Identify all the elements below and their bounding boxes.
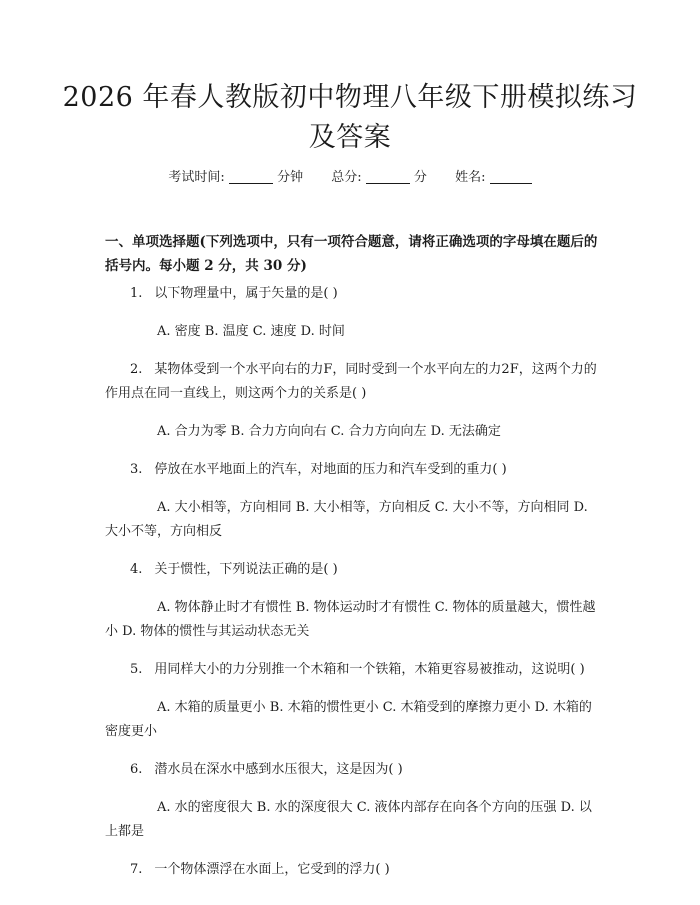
question-text: 一个物体漂浮在水面上，它受到的浮力( ) (154, 862, 390, 877)
question-options: A. 合力为零 B. 合力方向向右 C. 合力方向向左 D. 无法确定 (157, 424, 501, 439)
question-number: 5. (130, 662, 143, 677)
question-item (105, 358, 600, 444)
total-score-blank (366, 169, 410, 184)
question-stem (105, 358, 600, 406)
question-text: 以下物理量中，属于矢量的是( ) (154, 286, 338, 301)
question-stem (105, 658, 600, 682)
document-title: 2026 年春人教版初中物理八年级下册模拟练习及答案 (62, 82, 638, 153)
question-item (105, 858, 600, 882)
question-text: 关于惯性，下列说法正确的是( ) (154, 562, 338, 577)
question-text: 某物体受到一个水平向右的力F，同时受到一个水平向左的力2F，这两个力的作用点在同一直线上，则这两个力的关系是( ) (105, 362, 597, 401)
question-number: 7. (130, 862, 143, 877)
question-item (105, 758, 600, 844)
total-score-unit: 分 (413, 170, 427, 185)
question-stem (105, 758, 600, 782)
question-options: A. 物体静止时才有惯性 B. 物体运动时才有惯性 C. 物体的质量越大，惯性越小 D. 物体的惯性与其运动状态无关 (105, 600, 596, 639)
question-text: 停放在水平地面上的汽车，对地面的压力和汽车受到的重力( ) (154, 462, 507, 477)
total-score (331, 168, 427, 188)
question-text: 用同样大小的力分别推一个木箱和一个铁箱，木箱更容易被推动，这说明( ) (154, 662, 585, 677)
question-number: 2. (130, 362, 143, 377)
total-score-label: 总分: (331, 170, 362, 185)
question-number: 4. (130, 562, 143, 577)
student-name-label: 姓名: (455, 170, 486, 185)
exam-time-label: 考试时间: (168, 170, 225, 185)
question-number: 3. (130, 462, 143, 477)
question-item (105, 658, 600, 744)
question-text: 潜水员在深水中感到水压很大，这是因为( ) (154, 762, 403, 777)
question-stem (105, 282, 600, 306)
question-options: A. 大小相等，方向相同 B. 大小相等，方向相反 C. 大小不等，方向相同 D. 大小不等，方向相反 (105, 500, 588, 539)
student-name (455, 168, 532, 188)
question-item (105, 282, 600, 344)
section-heading: 一、单项选择题(下列选项中，只有一项符合题意，请将正确选项的字母填在题后的括号内。每小题 2 分，共 30 分) (105, 234, 598, 274)
exam-info (0, 168, 700, 188)
exam-time-unit: 分钟 (277, 170, 304, 185)
question-stem (105, 558, 600, 582)
student-name-blank (490, 169, 532, 184)
question-stem (105, 458, 600, 482)
question-item (105, 558, 600, 644)
question-options: A. 水的密度很大 B. 水的深度很大 C. 液体内部存在向各个方向的压强 D. 以上都是 (105, 800, 592, 839)
question-stem (105, 858, 600, 882)
exam-time-blank (229, 169, 273, 184)
exam-time (168, 168, 303, 188)
question-list (105, 282, 600, 896)
question-number: 6. (130, 762, 143, 777)
question-number: 1. (130, 286, 143, 301)
question-options: A. 木箱的质量更小 B. 木箱的惯性更小 C. 木箱受到的摩擦力更小 D. 木箱的密度更小 (105, 700, 592, 739)
question-item (105, 458, 600, 544)
question-options: A. 密度 B. 温度 C. 速度 D. 时间 (157, 324, 345, 339)
